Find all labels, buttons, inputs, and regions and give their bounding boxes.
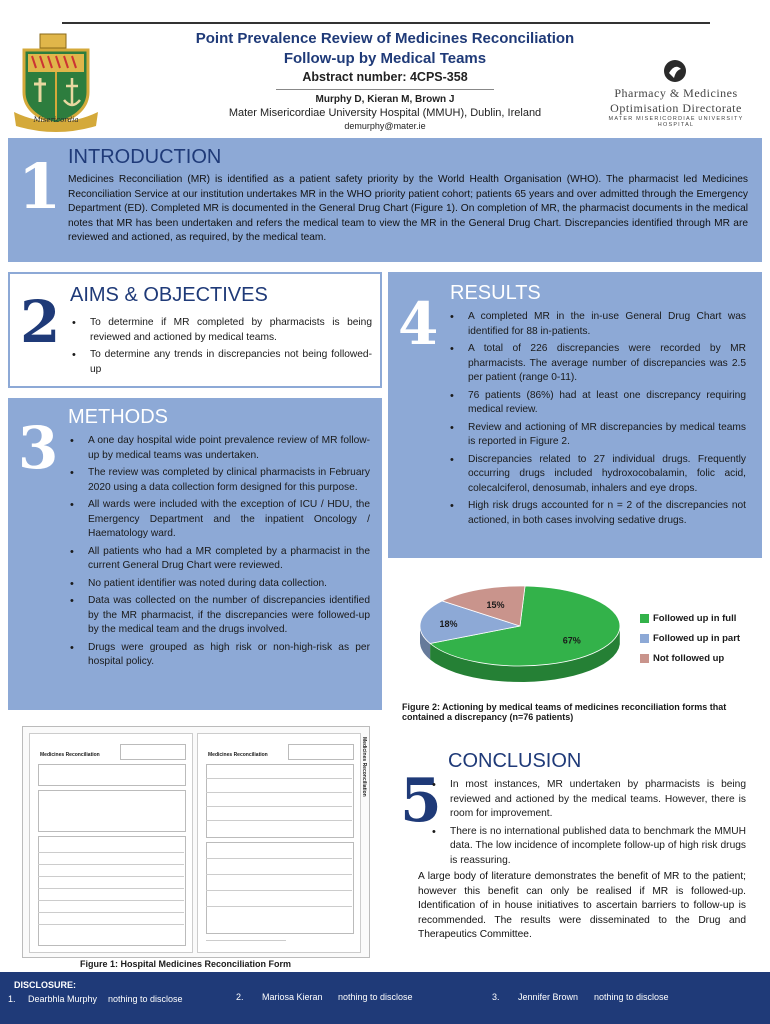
form-line — [38, 888, 184, 889]
list-item: • High risk drugs accounted for n = 2 of the discrepancies not actioned, in both cases involving sedative drugs. — [448, 499, 746, 528]
form-line — [206, 792, 352, 793]
form-label-box — [288, 744, 354, 760]
institution: Mater Misericordiae University Hospital (MMUH), Dublin, Ireland — [228, 107, 542, 119]
section-heading: CONCLUSION — [448, 750, 582, 772]
legend-item-part — [640, 628, 740, 648]
form-line — [38, 864, 184, 865]
legend-swatch — [640, 654, 649, 663]
disclosure-title: DISCLOSURE: — [14, 980, 77, 990]
list-item: • There is no international published data to benchmark the MMUH data. The low incidence of incomplete follow-up of high risk drugs is reassuring. — [430, 825, 746, 869]
pie-data-label: 67% — [562, 635, 581, 646]
form-line — [38, 876, 184, 877]
form-line — [38, 852, 184, 853]
form-box — [38, 790, 186, 832]
methods-panel — [8, 398, 382, 710]
list-item: • Discrepancies related to 27 individual drugs. Frequently occurring drugs included hydroxocobalamin, folic acid, colecalciferol, denosumab, inhalers and eye drops. — [448, 453, 746, 497]
form-line — [38, 912, 184, 913]
crest-ribbon-text: Misericordia — [33, 116, 79, 124]
form-line — [206, 890, 352, 891]
list-item: • The review was completed by clinical pharmacists in February 2020 using a data collection form designed for this purpose. — [68, 466, 370, 495]
directorate-emblem-icon — [596, 60, 756, 86]
disclosure-num: 3. — [492, 992, 500, 1002]
legend-item-full — [640, 608, 740, 628]
conclusion-list — [430, 778, 746, 871]
form-line — [206, 874, 352, 875]
aims-panel — [8, 272, 382, 388]
header-rule — [62, 22, 710, 24]
form-line — [206, 806, 352, 807]
list-item: • Drugs were grouped as high risk or non-high-risk as per hospital policy. — [68, 641, 370, 670]
section-number: 3 — [18, 414, 59, 482]
conclusion-panel — [388, 738, 762, 958]
form-side-label: Medicines Reconciliation — [361, 737, 367, 797]
figure2-caption: Figure 2: Actioning by medical teams of medicines reconciliation forms that contained a discrepancy (n=76 patients) — [402, 702, 727, 722]
legend-swatch — [640, 614, 649, 623]
disclosure-note: nothing to disclose — [338, 992, 413, 1002]
section-heading: METHODS — [68, 406, 168, 428]
form-line — [206, 820, 352, 821]
form-title: Medicines Reconciliation — [40, 752, 100, 758]
list-item: • Review and actioning of MR discrepancies by medical teams is reported in Figure 2. — [448, 421, 746, 450]
email: demurphy@mater.ie — [344, 121, 426, 131]
form-box — [38, 764, 186, 786]
authors: Murphy D, Kieran M, Brown J — [315, 94, 455, 105]
list-item: • A one day hospital wide point prevalence review of MR follow-up by medical teams was undertaken. — [68, 434, 370, 463]
results-panel — [388, 272, 762, 558]
list-item: • Data was collected on the number of discrepancies identified by the MR pharmacist, if the discrepancies were followed-up by the medical team and the drugs involved. — [68, 594, 370, 638]
disclosure-num: 2. — [236, 992, 244, 1002]
list-item: • 76 patients (86%) had at least one discrepancy requiring medical review. — [448, 389, 746, 418]
results-list — [448, 310, 746, 531]
form-page-left — [29, 733, 193, 953]
form-table — [206, 842, 354, 934]
brand-line2: Optimisation Directorate — [610, 101, 742, 115]
pie-data-label: 18% — [439, 618, 458, 629]
section-heading: INTRODUCTION — [68, 146, 222, 168]
disclosure-name: Mariosa Kieran — [262, 992, 323, 1002]
form-page-right — [197, 733, 361, 953]
list-item: • A completed MR in the in-use General Drug Chart was identified for 88 in-patients. — [448, 310, 746, 339]
disclosure-num: 1. — [8, 994, 16, 1004]
abstract-number: Abstract number: 4CPS-358 — [302, 70, 468, 84]
form-line — [206, 906, 352, 907]
section-heading: AIMS & OBJECTIVES — [70, 284, 268, 306]
list-item: • In most instances, MR undertaken by pharmacists is being reviewed and actioned by the medical teams. However, there is room for improvement. — [430, 778, 746, 822]
legend-label: Not followed up — [653, 652, 725, 664]
aims-list — [70, 316, 372, 380]
form-table — [206, 764, 354, 838]
list-item: • A total of 226 discrepancies were recorded by MR pharmacists. The average number of discrepancies was 2.5 per patient (range 0-11). — [448, 342, 746, 386]
brand-line3: MATER MISERICORDIAE UNIVERSITY HOSPITAL — [608, 116, 744, 128]
section-number: 2 — [20, 288, 61, 356]
legend-item-not — [640, 648, 740, 668]
form-line — [206, 778, 352, 779]
section-number: 1 — [18, 150, 62, 223]
poster-title-line2: Follow-up by Medical Teams — [283, 50, 487, 67]
methods-list — [68, 434, 370, 673]
introduction-text: Medicines Reconciliation (MR) is identified as a patient safety priority by the World Health Organisation (WHO). The pharmacist led Medicines Reconciliation Service at our institution undertakes MR in the WHO priority patient cohort; patients 65 years and over admitted through the Emergency Department (ED). Completed MR is documented in the General Drug Chart (Figure 1). On completion of MR, the pharmacist documents in the medical notes that MR has been undertaken and refers the medical team to view the MR in the General Drug Chart. Discrepancies identified through MR are reviewed and actioned, as required, by the medical team. — [68, 174, 748, 243]
introduction-panel — [8, 138, 762, 262]
list-item: • To determine if MR completed by pharmacists is being reviewed and actioned by medical teams. — [70, 316, 372, 345]
form-label-box — [120, 744, 186, 760]
list-item: • All patients who had a MR completed by a pharmacist in the current General Drug Chart were reviewed. — [68, 545, 370, 574]
list-item: • To determine any trends in discrepancies not being followed-up — [70, 348, 372, 377]
disclosure-footer — [0, 972, 770, 1024]
hospital-crest-logo — [10, 32, 102, 132]
figure1-caption: Figure 1: Hospital Medicines Reconciliation Form — [80, 959, 292, 969]
disclosure-name: Dearbhla Murphy — [28, 994, 98, 1004]
section-heading: RESULTS — [450, 282, 541, 304]
form-line — [38, 924, 184, 925]
list-item: • All wards were included with the exception of ICU / HDU, the Emergency Department and the inpatient Oncology / Haematology ward. — [68, 498, 370, 542]
legend-label: Followed up in part — [653, 632, 741, 644]
legend-label: Followed up in full — [653, 612, 737, 624]
directorate-logo — [596, 60, 756, 128]
form-title: Medicines Reconciliation — [208, 752, 268, 758]
form-line — [38, 900, 184, 901]
pie-chart — [400, 578, 640, 692]
legend-swatch — [640, 634, 649, 643]
form-line — [206, 858, 352, 859]
chart-legend — [640, 608, 740, 668]
brand-line1: Pharmacy & Medicines — [614, 86, 738, 100]
disclosure-note: nothing to disclose — [594, 992, 669, 1002]
section-number: 4 — [398, 290, 439, 358]
section-number: 5 — [400, 766, 442, 836]
figure1-form-image — [22, 726, 370, 958]
abstract-rule — [276, 89, 494, 90]
conclusion-paragraph: A large body of literature demonstrates the benefit of MR to the patient; however this benefit can only be realised if MR is followed-up. Identification of in house initiatives to ascertain barriers to follow-up is recommended. The results were disseminated to the Drug and Therapeutics Committee. — [418, 871, 746, 940]
disclosure-note: nothing to disclose — [108, 994, 183, 1004]
poster-title-line1: Point Prevalence Review of Medicines Reconciliation — [195, 30, 575, 47]
form-line — [206, 940, 286, 941]
pie-data-label: 15% — [486, 600, 505, 611]
disclosure-name: Jennifer Brown — [518, 992, 579, 1002]
list-item: • No patient identifier was noted during data collection. — [68, 577, 370, 592]
